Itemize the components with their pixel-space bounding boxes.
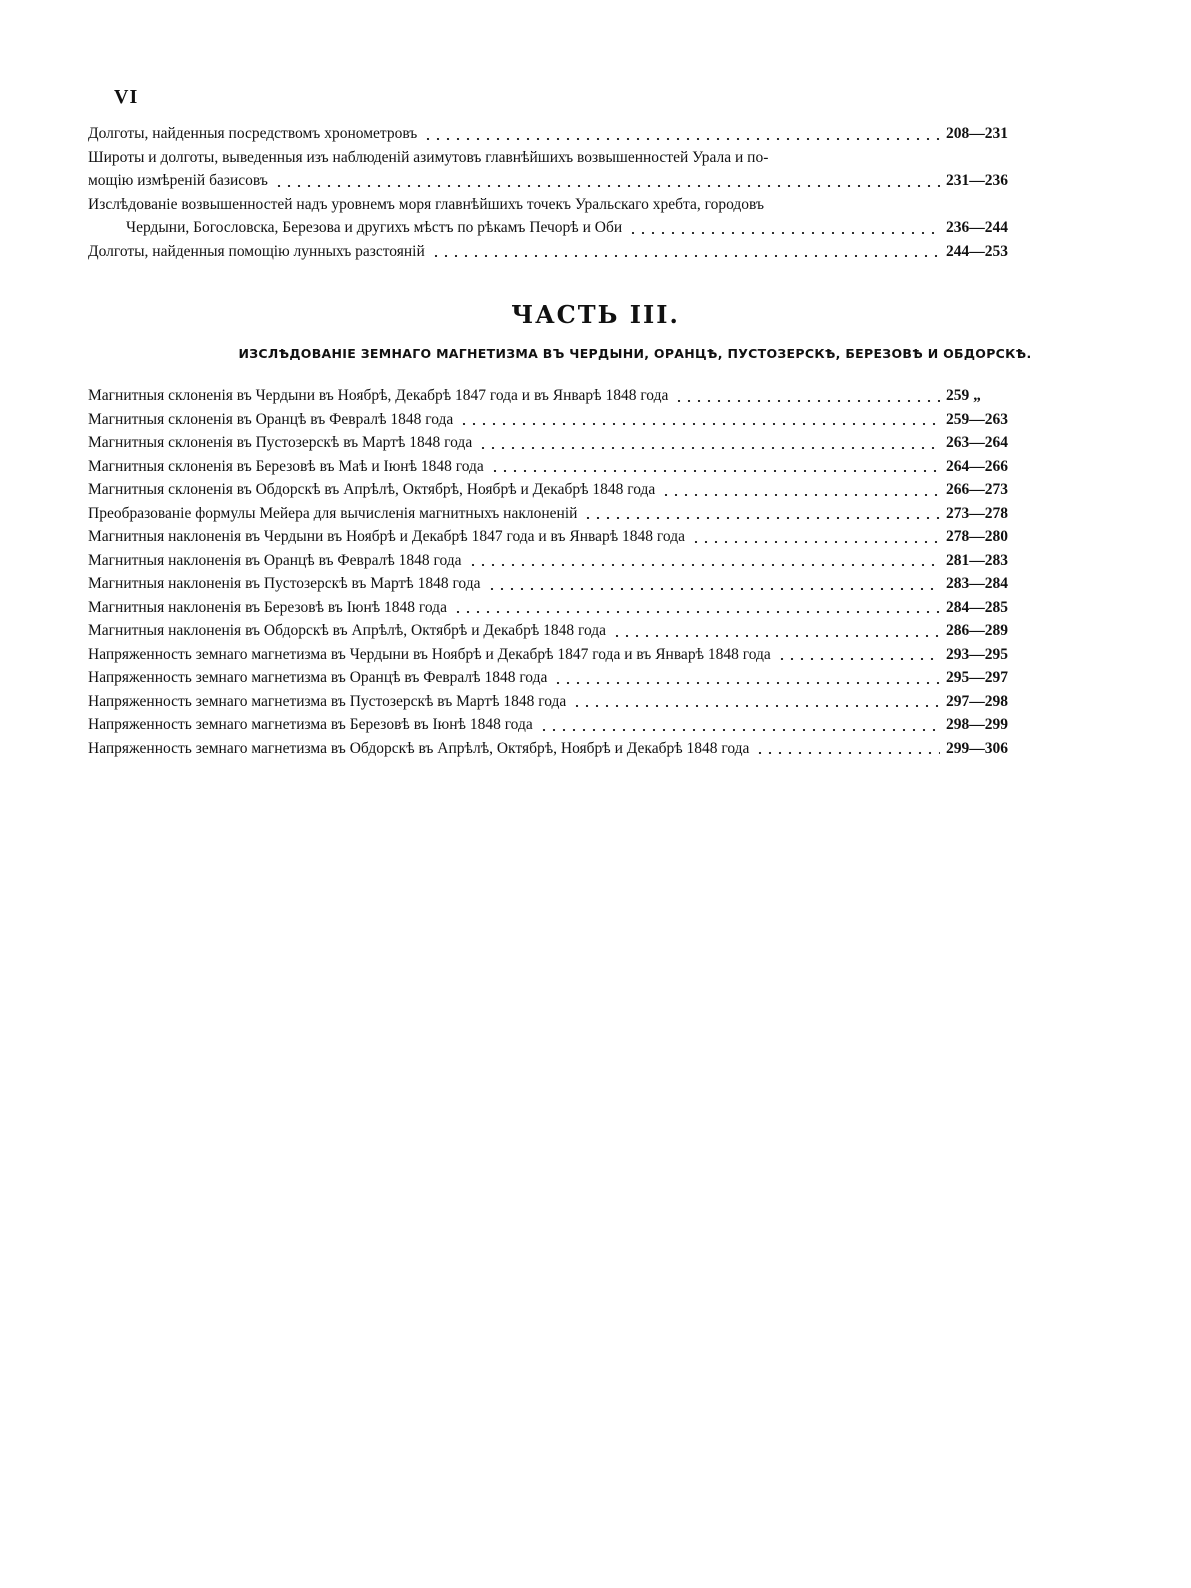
dot-leader	[661, 494, 940, 496]
toc-entry	[88, 713, 1038, 737]
toc-entry-title: Напряженность земнаго магнетизма въ Обдорскѣ въ Апрѣлѣ, Октябрѣ, Ноябрѣ и Декабрѣ 1848 года	[88, 739, 750, 757]
toc-entry-pages: 286—289	[946, 622, 1008, 639]
dot-leader	[755, 752, 940, 754]
dot-leader	[453, 611, 940, 613]
toc-entry-pages: 263—264	[946, 434, 1008, 451]
toc-entry-pages: 293—295	[946, 645, 1008, 663]
toc-entry-pages: 259 „	[946, 387, 981, 404]
dot-leader	[628, 232, 940, 234]
toc-entry	[88, 431, 1038, 455]
toc-entry-title-line1: Изслѣдованіе возвышенностей надъ уровнемъ моря главнѣйшихъ точекъ Уральскаго хребта, городовъ	[88, 195, 764, 213]
part-heading: ЧАСТЬ III.	[511, 300, 680, 329]
dot-leader	[583, 517, 940, 519]
toc-entry	[88, 690, 1038, 714]
toc-entry-pages: 284—285	[946, 598, 1008, 616]
toc-entry-pages: 208—231	[946, 125, 1008, 142]
toc-entry	[88, 549, 1038, 573]
dot-leader	[431, 255, 940, 257]
toc-entry-title: Магнитныя наклоненія въ Оранцѣ въ Февралѣ 1848 года	[88, 551, 462, 569]
toc-entry-pages: 295—297	[946, 669, 1008, 686]
toc-entry-pages: 244—253	[946, 242, 1008, 260]
toc-entry-title: Напряженность земнаго магнетизма въ Оранцѣ въ Февралѣ 1848 года	[88, 669, 548, 686]
toc-entry-pages: 236—244	[946, 219, 1008, 236]
toc-entry-title: Долготы, найденныя помощію лунныхъ разстояній	[88, 242, 425, 260]
dot-leader	[459, 423, 940, 425]
toc-entry-title-line2: мощію измѣреній базисовъ	[88, 172, 268, 189]
toc-entry-title: Магнитныя наклоненія въ Березовѣ въ Іюнѣ 1848 года	[88, 598, 447, 616]
toc-entry	[88, 146, 1038, 193]
toc-entry-pages: 283—284	[946, 575, 1008, 592]
toc-entry	[88, 455, 1038, 479]
toc-entry-pages: 278—280	[946, 528, 1008, 545]
toc-entry-pages: 259—263	[946, 410, 1008, 428]
toc-entry	[88, 643, 1038, 667]
toc-entry	[88, 122, 1038, 146]
toc-entry-pages: 299—306	[946, 739, 1008, 757]
dot-leader	[490, 470, 940, 472]
toc-entry	[88, 502, 1038, 526]
toc-entry-pages: 298—299	[946, 716, 1008, 733]
toc-entry-title: Магнитныя склоненія въ Пустозерскѣ въ Мартѣ 1848 года	[88, 434, 473, 451]
toc-entry	[88, 408, 1038, 432]
toc-entry-title: Магнитныя склоненія въ Оранцѣ въ Февралѣ 1848 года	[88, 410, 454, 428]
toc-entry-title: Магнитныя склоненія въ Обдорскѣ въ Апрѣлѣ, Октябрѣ, Ноябрѣ и Декабрѣ 1848 года	[88, 481, 656, 498]
toc-entry	[88, 596, 1038, 620]
dot-leader	[539, 729, 940, 731]
toc-entry-title: Магнитныя наклоненія въ Обдорскѣ въ Апрѣлѣ, Октябрѣ и Декабрѣ 1848 года	[88, 622, 607, 639]
toc-entry-title: Напряженность земнаго магнетизма въ Березовѣ въ Іюнѣ 1848 года	[88, 716, 533, 733]
dot-leader	[274, 185, 940, 187]
toc-entry-title: Магнитныя склоненія въ Березовѣ въ Маѣ и Іюнѣ 1848 года	[88, 457, 484, 475]
dot-leader	[487, 588, 941, 590]
toc-entry-pages: 273—278	[946, 504, 1008, 522]
toc-entry-title: Напряженность земнаго магнетизма въ Чердыни въ Ноябрѣ и Декабрѣ 1847 года и въ Январѣ 1848 года	[88, 645, 771, 663]
dot-leader	[572, 705, 940, 707]
toc-entry-title-line1: Широты и долготы, выведенныя изъ наблюденій азимутовъ главнѣйшихъ возвышенностей Урала и по-	[88, 148, 769, 166]
toc-entry-title: Преобразованіе формулы Мейера для вычисленія магнитныхъ наклоненій	[88, 504, 578, 522]
toc-entry	[88, 666, 1038, 690]
dot-leader	[674, 400, 940, 402]
toc-entry	[88, 525, 1038, 549]
toc-entry-title: Долготы, найденныя посредствомъ хронометровъ	[88, 125, 418, 142]
dot-leader	[478, 447, 940, 449]
toc-entry	[88, 619, 1038, 643]
toc-entry-title: Напряженность земнаго магнетизма въ Пустозерскѣ въ Мартѣ 1848 года	[88, 692, 567, 710]
dot-leader	[423, 138, 940, 140]
toc-entry-pages: 264—266	[946, 457, 1008, 475]
toc-entry	[88, 737, 1038, 761]
toc-entry-pages: 231—236	[946, 172, 1008, 189]
part-subheading: ИЗСЛѢДОВАНІЕ ЗЕМНАГО МАГНЕТИЗМА ВЪ ЧЕРДЫНИ, ОРАНЦѢ, ПУСТОЗЕРСКѢ, БЕРЕЗОВѢ И ОБДОРСКѢ.	[238, 346, 1032, 361]
dot-leader	[691, 541, 940, 543]
toc-entry	[88, 572, 1038, 596]
toc-section-top	[88, 122, 1038, 263]
dot-leader	[553, 682, 940, 684]
dot-leader	[468, 564, 940, 566]
dot-leader	[777, 658, 940, 660]
toc-entry-title-line2: Чердыни, Богословска, Березова и другихъ мѣстъ по рѣкамъ Печорѣ и Оби	[126, 219, 623, 236]
toc-section-bottom	[88, 384, 1038, 760]
toc-entry-pages: 281—283	[946, 551, 1008, 569]
toc-entry	[88, 478, 1038, 502]
dot-leader	[612, 635, 940, 637]
toc-entry-pages: 297—298	[946, 692, 1008, 710]
toc-entry-title: Магнитныя склоненія въ Чердыни въ Ноябрѣ, Декабрѣ 1847 года и въ Январѣ 1848 года	[88, 387, 669, 404]
toc-entry	[88, 384, 1038, 408]
toc-entry-title: Магнитныя наклоненія въ Чердыни въ Ноябрѣ и Декабрѣ 1847 года и въ Январѣ 1848 года	[88, 528, 685, 545]
toc-entry	[88, 240, 1038, 264]
toc-entry	[88, 193, 1038, 240]
toc-entry-pages: 266—273	[946, 481, 1008, 498]
page-number: VI	[114, 86, 139, 108]
toc-entry-title: Магнитныя наклоненія въ Пустозерскѣ въ Мартѣ 1848 года	[88, 575, 481, 592]
